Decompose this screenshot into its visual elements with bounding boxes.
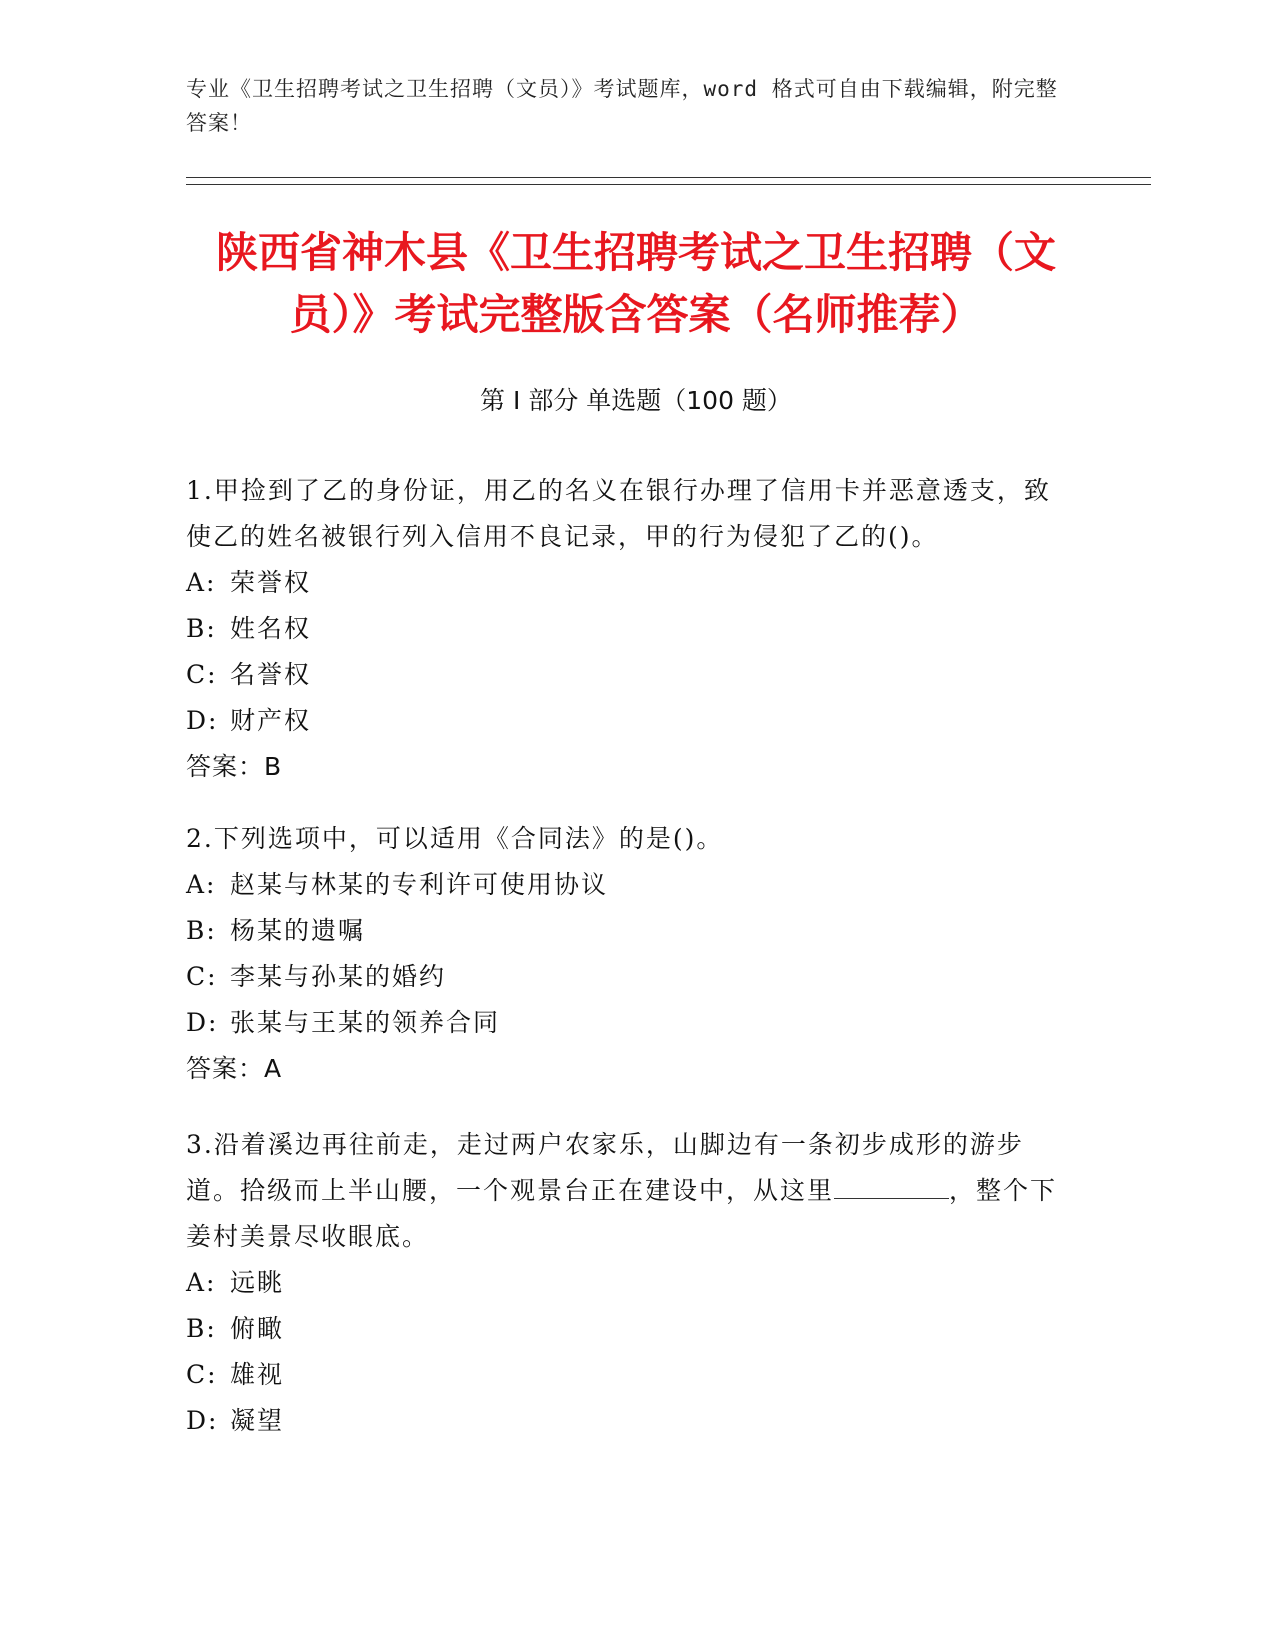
option-letter: B: <box>186 614 217 643</box>
option-a <box>186 862 1066 908</box>
option-letter: D: <box>186 1008 219 1037</box>
option-a <box>186 1260 1066 1306</box>
option-text: 杨某的遗嘱 <box>230 916 366 945</box>
document-title: 陕西省神木县《卫生招聘考试之卫生招聘（文员）》考试完整版含答案（名师推荐） <box>215 228 1056 339</box>
option-text: 张某与王某的领养合同 <box>230 1008 501 1037</box>
option-letter: A: <box>186 870 217 899</box>
option-d <box>186 698 1066 744</box>
option-d <box>186 1000 1066 1046</box>
option-text: 凝望 <box>230 1406 285 1435</box>
option-text: 远眺 <box>230 1268 285 1297</box>
option-text: 姓名权 <box>230 614 312 643</box>
option-a <box>186 560 1066 606</box>
option-letter: C: <box>186 1360 218 1389</box>
option-letter: C: <box>186 962 218 991</box>
option-letter: A: <box>186 568 217 597</box>
question-stem-before-blank: 3.沿着溪边再往前走，走过两户农家乐，山脚边有一条初步成形的游步道。拾级而上半山腰，一个观景台正在建设中，从这里 <box>186 1130 1024 1205</box>
option-letter: B: <box>186 916 217 945</box>
answer-line: 答案：A <box>186 1054 283 1083</box>
option-letter: D: <box>186 1406 219 1435</box>
option-letter: D: <box>186 706 219 735</box>
option-text: 俯瞰 <box>230 1314 285 1343</box>
option-text: 赵某与林某的专利许可使用协议 <box>230 870 609 899</box>
header-note: 专业《卫生招聘考试之卫生招聘（文员）》考试题库，word 格式可自由下载编辑，附完整答案！ <box>186 77 1058 135</box>
option-text: 雄视 <box>230 1360 285 1389</box>
section-title: 第 I 部分 单选题（100 题） <box>480 386 792 415</box>
option-b <box>186 908 1066 954</box>
option-letter: A: <box>186 1268 217 1297</box>
question-2 <box>186 816 1066 1092</box>
option-c <box>186 652 1066 698</box>
header-divider-top <box>186 177 1151 178</box>
option-text: 荣誉权 <box>230 568 312 597</box>
option-letter: C: <box>186 660 218 689</box>
option-c <box>186 954 1066 1000</box>
question-stem: 2.下列选项中，可以适用《合同法》的是()。 <box>186 824 724 853</box>
question-stem: 1.甲捡到了乙的身份证，用乙的名义在银行办理了信用卡并恶意透支，致使乙的姓名被银行列入信用不良记录，甲的行为侵犯了乙的()。 <box>186 476 1051 551</box>
option-c <box>186 1352 1066 1398</box>
answer-line: 答案：B <box>186 752 283 781</box>
question-3 <box>186 1122 1066 1444</box>
question-1 <box>186 468 1066 790</box>
option-text: 名誉权 <box>230 660 312 689</box>
fill-in-blank <box>834 1170 949 1199</box>
option-b <box>186 606 1066 652</box>
option-b <box>186 1306 1066 1352</box>
option-text: 李某与孙某的婚约 <box>230 962 447 991</box>
option-d <box>186 1398 1066 1444</box>
question-stem <box>186 1122 1066 1260</box>
header-divider-bottom <box>186 184 1151 185</box>
question-stem-after-blank: ，整个下姜村美景尽收眼底。 <box>186 1176 1058 1251</box>
option-letter: B: <box>186 1314 217 1343</box>
option-text: 财产权 <box>230 706 312 735</box>
